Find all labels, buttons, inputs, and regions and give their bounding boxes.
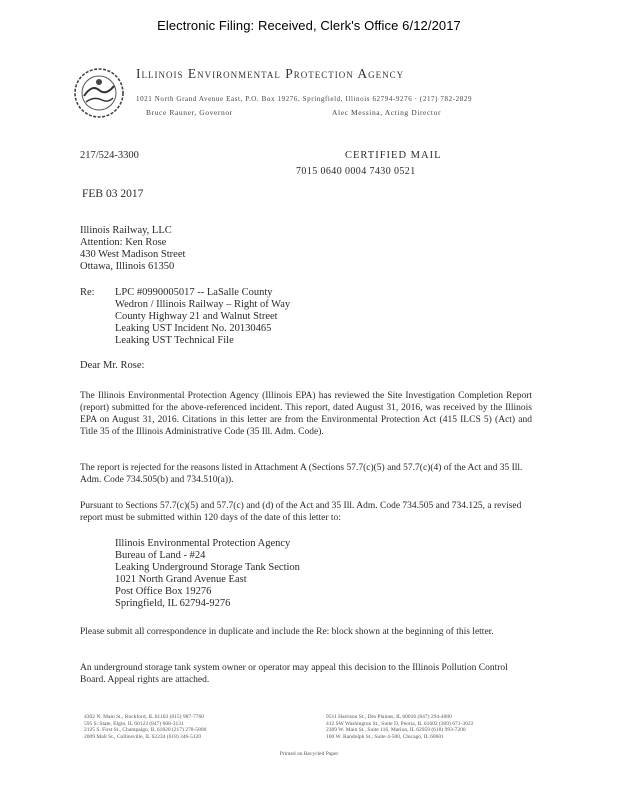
re-line: Leaking UST Technical File	[115, 335, 234, 346]
address-line: 1021 North Grand Avenue East	[115, 574, 247, 585]
address-line: Springfield, IL 62794-9276	[115, 598, 231, 609]
re-line: LPC #0990005017 -- LaSalle County	[115, 287, 273, 298]
recycled-paper-note: Printed on Recycled Paper	[279, 751, 339, 757]
paragraph-1: The Illinois Environmental Protection Agency (Illinois EPA) has reviewed the Site Investigation Completion Report (report) submitted for the above-referenced incident. This report, dated August 31, 2016, was received by the Illinois EPA on August 31, 2016. Citations in this letter are from the Environmental Protection Act (415 ILCS 5) (Act) and Title 35 of the Illinois Administrative Code (35 Ill. Adm. Code).	[80, 391, 532, 437]
agency-seal-icon	[72, 66, 126, 120]
footer-line: 4302 N. Main St., Rockford, IL 61103 (815) 987-7760	[84, 714, 204, 720]
re-block	[115, 287, 290, 347]
recipient-line: 430 West Madison Street	[80, 249, 186, 260]
agency-address: 1021 North Grand Avenue East, P.O. Box 19276, Springfield, Illinois 62794-9276 · (217) 782-2829	[136, 95, 473, 103]
paragraph-4: Please submit all correspondence in duplicate and include the Re: block shown at the beginning of this letter.	[80, 627, 494, 637]
recipient-line: Attention: Ken Rose	[80, 237, 167, 248]
paragraph-5: An underground storage tank system owner or operator may appeal this decision to the Illinois Pollution Control Board. Appeal rights are attached.	[80, 663, 508, 685]
phone-number: 217/524-3300	[80, 150, 139, 161]
footer-line: 100 W. Randolph St., Suite 4-500, Chicago, IL 60601	[326, 733, 444, 740]
re-line: County Highway 21 and Walnut Street	[115, 311, 278, 322]
salutation: Dear Mr. Rose:	[80, 360, 145, 371]
footer-offices-left	[84, 714, 206, 740]
recipient-line: Illinois Railway, LLC	[80, 225, 172, 236]
recipient-line: Ottawa, Illinois 61350	[80, 261, 175, 272]
address-line: Illinois Environmental Protection Agency	[115, 538, 291, 549]
certified-mail-number: 7015 0640 0004 7430 0521	[296, 166, 416, 177]
director-name: Alec Messina, Acting Director	[332, 108, 442, 117]
footer-line: 595 S. State, Elgin, IL 60123 (847) 608-3131	[84, 720, 184, 727]
paragraph-3: Pursuant to Sections 57.7(c)(5) and 57.7(c) and (d) of the Act and 35 Ill. Adm. Code 734.505 and 734.125, a revised report must be submitted within 120 days of the date of this letter to:	[80, 501, 522, 523]
address-line: Leaking Underground Storage Tank Section	[115, 562, 300, 573]
footer-line: 412 SW Washington St., Suite D, Peoria, IL 61602 (309) 671-3022	[326, 720, 474, 727]
footer-line: 9511 Harrison St., Des Plaines, IL 60016 (847) 294-4000	[326, 714, 452, 720]
governor-name: Bruce Rauner, Governor	[146, 108, 233, 117]
paragraph-2: The report is rejected for the reasons listed in Attachment A (Sections 57.7(c)(5) and 57.7(c)(4) of the Act and 35 Ill. Adm. Code 734.505(b) and 734.510(a)).	[80, 463, 523, 485]
mail-type: CERTIFIED MAIL	[345, 150, 442, 161]
filing-stamp: Electronic Filing: Received, Clerk's Office 6/12/2017	[157, 18, 461, 33]
re-label: Re:	[80, 287, 95, 298]
footer-line: 2309 W. Main St., Suite 116, Marion, IL 62959 (618) 993-7200	[326, 727, 466, 733]
address-line: Bureau of Land - #24	[115, 550, 206, 561]
re-line: Leaking UST Incident No. 20130465	[115, 323, 272, 334]
submission-address	[115, 538, 300, 610]
footer-line: 2009 Mall St., Collinsville, IL 62234 (618) 346-5120	[84, 733, 202, 740]
footer-offices-right	[326, 714, 473, 740]
letter-date: FEB 03 2017	[82, 188, 144, 200]
footer-line: 2125 S. First St., Champaign, IL 61820 (217) 278-5800	[84, 727, 207, 733]
agency-name: Illinois Environmental Protection Agency	[136, 66, 405, 81]
re-line: Wedron / Illinois Railway – Right of Way	[115, 299, 291, 310]
address-line: Post Office Box 19276	[115, 586, 212, 597]
recipient-address	[80, 225, 185, 273]
